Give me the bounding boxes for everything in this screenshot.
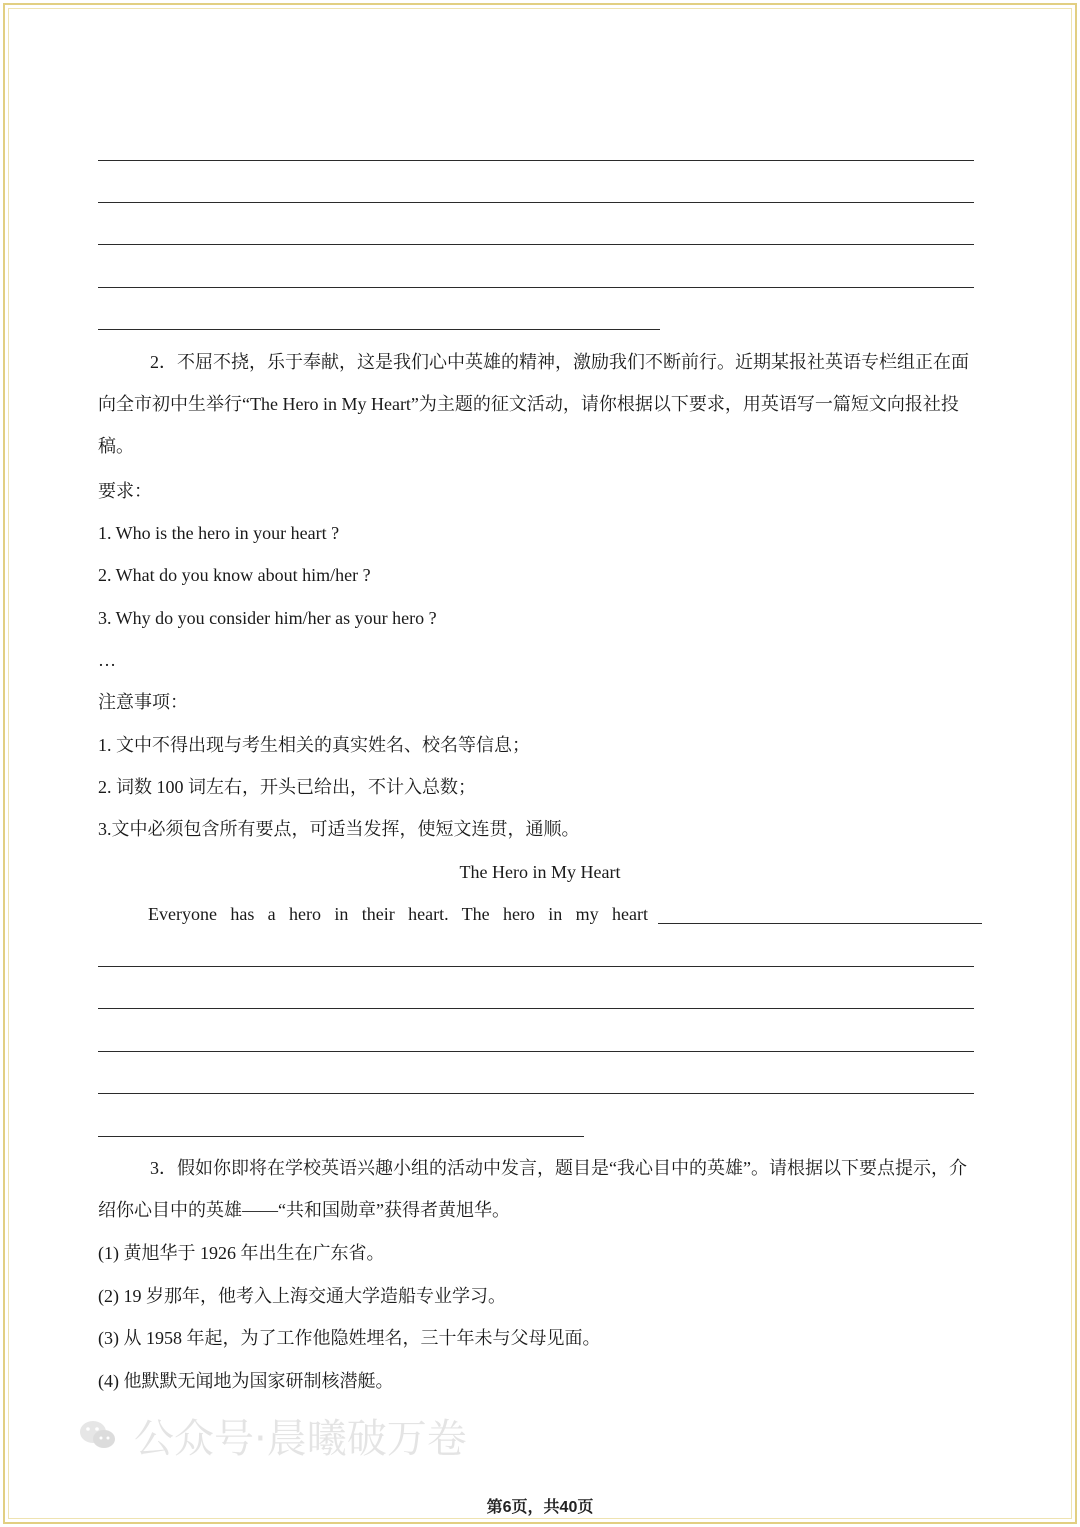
notes-label: 注意事项： [98,692,188,712]
requirement-3: 3. Why do you consider him/her as your hero ? [98,608,437,628]
answer-line [98,329,660,330]
requirement-1: 1. Who is the hero in your heart ? [98,523,340,543]
watermark-text: 公众号·晨曦破万卷 [134,1415,467,1462]
wechat-icon [78,1418,118,1452]
point-1: (1) 黄旭华于 1926 年出生在广东省。 [98,1243,385,1263]
answer-line [98,1051,974,1052]
answer-line [658,923,982,924]
page-number: 第6页，共40页 [486,1499,594,1516]
answer-line [98,1136,584,1137]
answer-line [98,1008,974,1009]
answer-line [98,160,974,161]
question-3-prompt: 3．假如你即将在学校英语兴趣小组的活动中发言，题目是“我心目中的英雄”。请根据以下要点提示，介绍你心目中的英雄——“共和国勋章”获得者黄旭华。 [98,1158,967,1220]
requirement-2: 2. What do you know about him/her ? [98,565,371,585]
note-1: 1. 文中不得出现与考生相关的真实姓名、校名等信息； [98,735,530,755]
note-2: 2. 词数 100 词左右，开头已给出，不计入总数； [98,777,476,797]
answer-line [98,966,974,967]
point-3: (3) 从 1958 年起，为了工作他隐姓埋名，三十年未与父母见面。 [98,1328,601,1348]
point-4: (4) 他默默无闻地为国家研制核潜艇。 [98,1371,394,1391]
answer-line [98,287,974,288]
watermark [78,1410,467,1460]
essay-title: The Hero in My Heart [459,862,621,882]
point-2: (2) 19 岁那年，他考入上海交通大学造船专业学习。 [98,1286,506,1306]
question-2-prompt: 2．不屈不挠，乐于奉献，这是我们心中英雄的精神，激励我们不断前行。近期某报社英语专栏组正在面向全市初中生举行“The Hero in My Heart”为主题的征文活动，请你根据以下要求，用英语写一篇短文向报社投稿。 [98,352,969,456]
answer-line [98,1093,974,1094]
note-3: 3.文中必须包含所有要点，可适当发挥，使短文连贯，通顺。 [98,819,580,839]
answer-line [98,202,974,203]
answer-line [98,244,974,245]
requirement-ellipsis: … [98,650,116,670]
essay-opening-sentence: Everyone has a hero in their heart. The hero in my heart [148,904,648,924]
requirements-label: 要求： [98,481,152,501]
